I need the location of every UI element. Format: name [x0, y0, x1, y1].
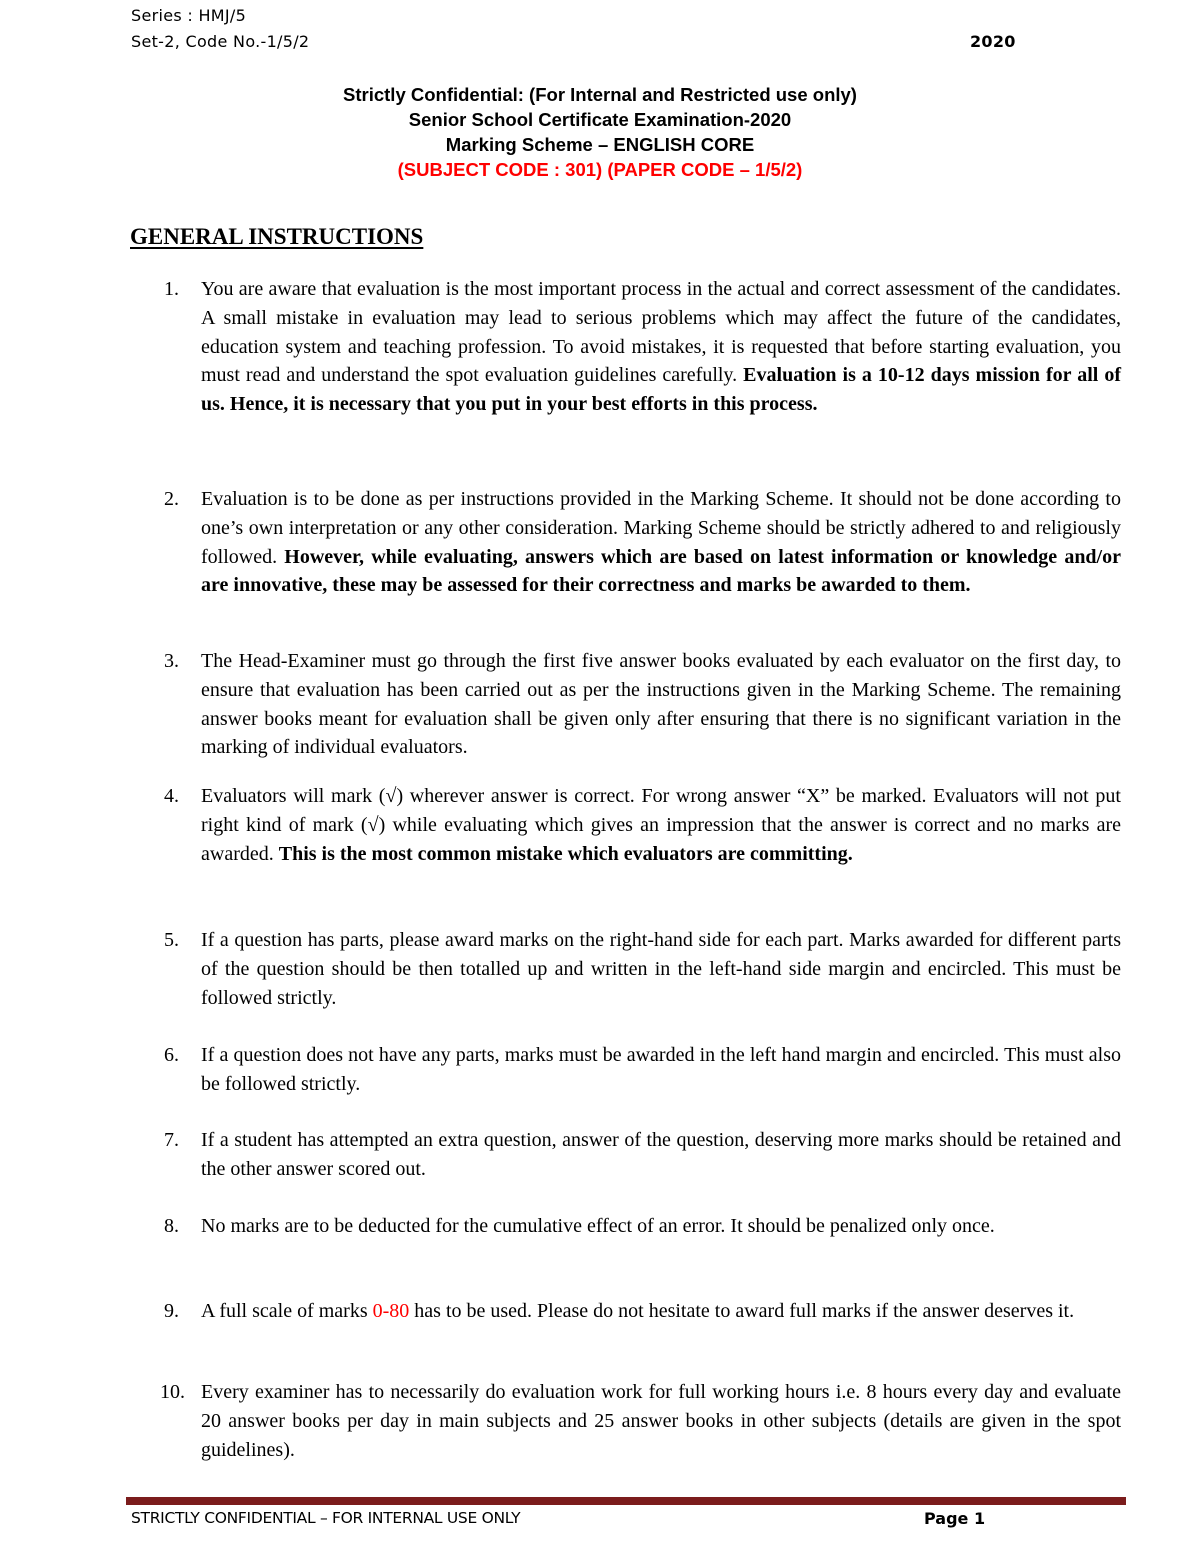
instruction-text — [201, 275, 1121, 419]
instruction-number: 5. — [164, 929, 179, 951]
instruction-text — [201, 1297, 1121, 1326]
instruction-body: Evaluation is to be done as per instructions provided in the Marking Scheme. It should not be done according to one’s own interpretation or any other consideration. Marking Scheme should be strictly adhered to and religiously followed. — [201, 488, 1121, 568]
instruction-number: 9. — [164, 1300, 179, 1322]
instruction-number: 3. — [164, 650, 179, 672]
instruction-text — [201, 782, 1121, 868]
year-label: 2020 — [970, 32, 1016, 51]
instruction-text: The Head-Examiner must go through the first five answer books evaluated by each evaluator on the first day, to ensure that evaluation has been carried out as per the instructions given in the Marking Scheme. The remaining answer books meant for evaluation shall be given only after ensuring that there is no significant variation in the marking of individual evaluators. — [201, 650, 1121, 759]
section-heading: GENERAL INSTRUCTIONS — [130, 224, 424, 249]
instruction-text: If a student has attempted an extra question, answer of the question, deserving more marks should be retained and the other answer scored out. — [201, 1129, 1121, 1180]
marking-scheme-title: Marking Scheme – ENGLISH CORE — [445, 134, 755, 155]
instruction-text: If a question has parts, please award marks on the right-hand side for each part. Marks awarded for different parts of the question should be then totalled up and written in the left-hand side margin and encircled. This must be followed strictly. — [201, 929, 1121, 1009]
page-number: Page 1 — [924, 1509, 986, 1528]
instruction-body: has to be used. Please do not hesitate to award full marks if the answer deserves it. — [409, 1300, 1075, 1322]
instruction-body: A full scale of marks — [201, 1300, 373, 1322]
instruction-body: You are aware that evaluation is the most important process in the actual and correct assessment of the candidates. A small mistake in evaluation may lead to serious problems which may affect the future of the candidates, education system and teaching profession. To avoid mistakes, it is requested that before starting evaluation, you must read and understand the spot evaluation guidelines carefully. — [201, 278, 1121, 387]
instruction-body: Evaluators will mark (√) wherever answer is correct. For wrong answer “X” be marked. Evaluators will not put right kind of mark (√) while evaluating which gives an impression that the answer is correct and no marks are awarded. — [201, 785, 1121, 865]
series-label: Series : HMJ/5 — [131, 6, 247, 25]
instruction-number: 1. — [164, 278, 179, 300]
instruction-number: 6. — [164, 1044, 179, 1066]
footer-confidential-label: STRICTLY CONFIDENTIAL – FOR INTERNAL USE ONLY — [131, 1509, 521, 1527]
instruction-text — [201, 485, 1121, 600]
instruction-text: No marks are to be deducted for the cumulative effect of an error. It should be penalized only once. — [201, 1215, 995, 1237]
instruction-number: 10. — [160, 1381, 185, 1403]
set-code-label: Set-2, Code No.-1/5/2 — [131, 32, 310, 51]
confidential-title: Strictly Confidential: (For Internal and Restricted use only) — [343, 84, 857, 105]
footer-rule — [126, 1497, 1126, 1505]
instruction-number: 2. — [164, 488, 179, 510]
subject-code-title: (SUBJECT CODE : 301) (PAPER CODE – 1/5/2) — [397, 159, 803, 180]
instruction-emphasis: However, while evaluating, answers which are based on latest information or knowledge and/or are innovative, these may be assessed for their correctness and marks be awarded to them. — [201, 545, 1121, 597]
instruction-text: Every examiner has to necessarily do evaluation work for full working hours i.e. 8 hours every day and evaluate 20 answer books per day in main subjects and 25 answer books in other subjects (details are given in the spot guidelines). — [201, 1381, 1121, 1461]
instruction-number: 4. — [164, 785, 179, 807]
instruction-emphasis: Evaluation is a 10-12 days mission for all of us. Hence, it is necessary that you put in your best efforts in this process. — [201, 364, 1121, 416]
marks-range: 0-80 — [372, 1300, 410, 1322]
instruction-number: 7. — [164, 1129, 179, 1151]
exam-title: Senior School Certificate Examination-2020 — [408, 109, 792, 130]
document-title-block — [0, 82, 1200, 182]
instruction-emphasis: This is the most common mistake which evaluators are committing. — [278, 842, 853, 865]
instruction-text: If a question does not have any parts, marks must be awarded in the left hand margin and encircled. This must also be followed strictly. — [201, 1044, 1121, 1095]
instruction-number: 8. — [164, 1215, 179, 1237]
